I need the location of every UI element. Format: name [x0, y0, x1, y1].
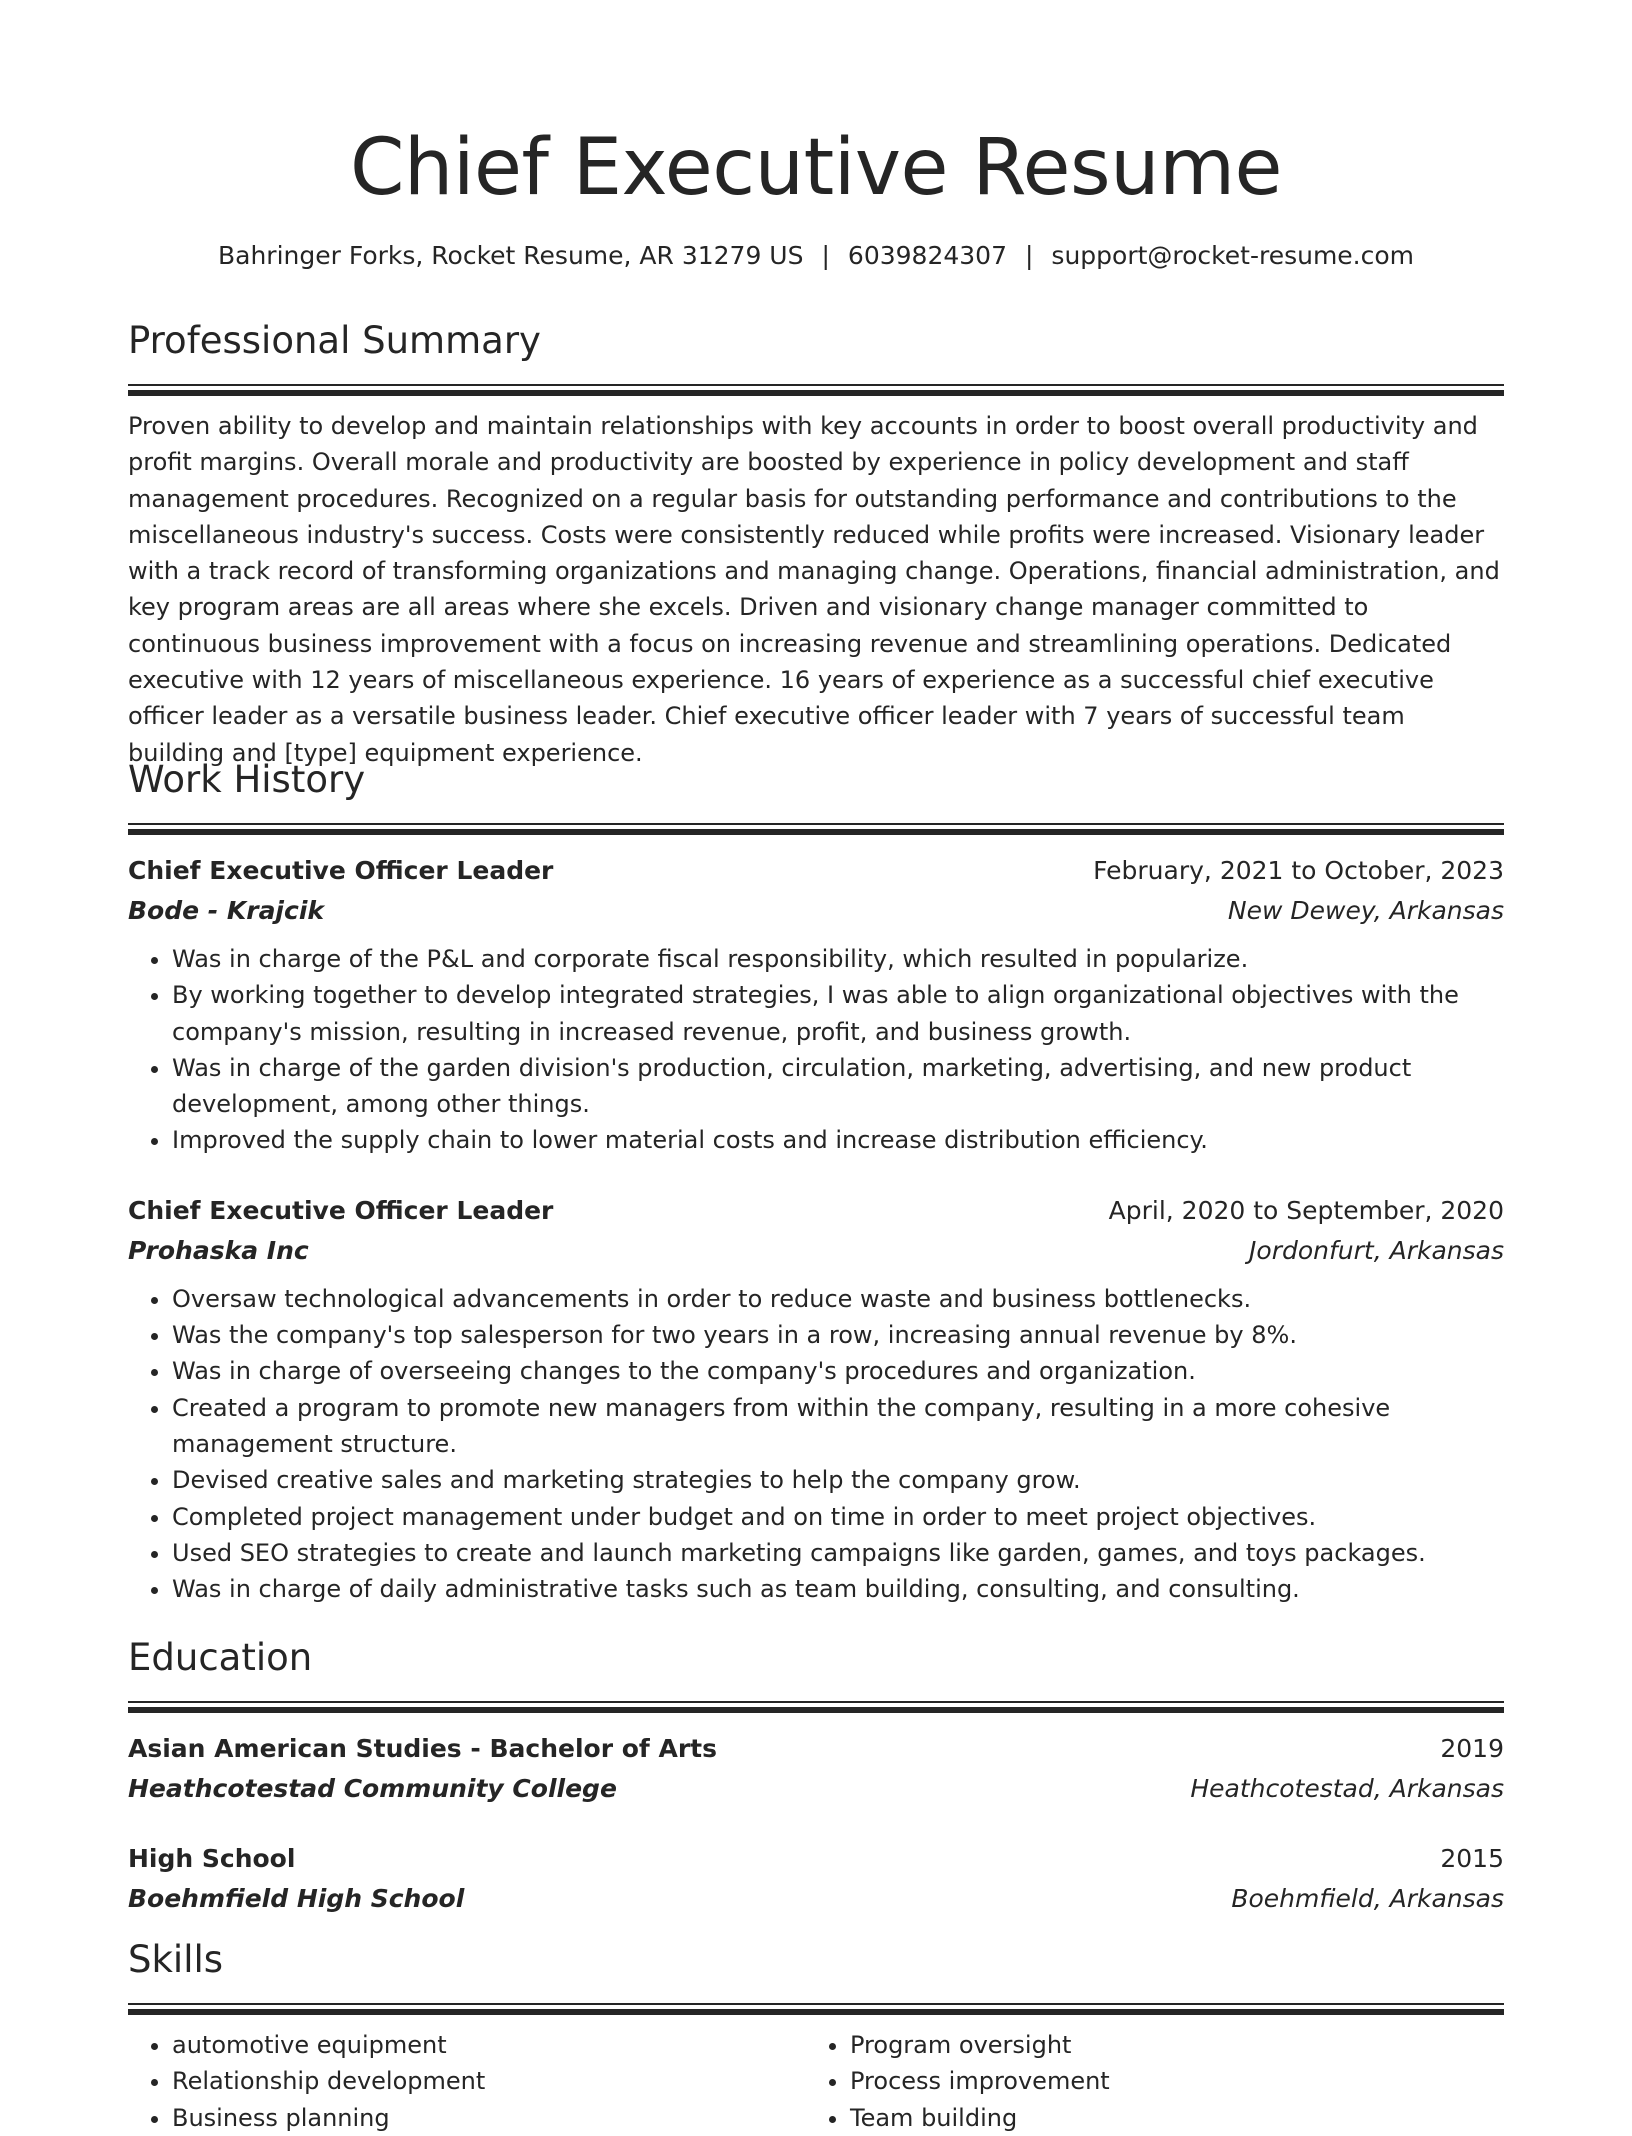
skills-columns	[128, 2017, 1504, 2136]
job-location: New Dewey, Arkansas	[1227, 896, 1504, 925]
education-school: Boehmfield High School	[128, 1884, 465, 1913]
skill-item: • Process improvement	[850, 2063, 1484, 2099]
section-title-education: Education	[128, 1636, 313, 1679]
job-bullet: • Completed project management under budget and on time in order to meet project objectives.	[172, 1499, 1504, 1535]
contact-separator: |	[821, 241, 830, 270]
job-bullet: • Was in charge of overseeing changes to the company's procedures and organization.	[172, 1353, 1504, 1389]
section-title-summary: Professional Summary	[128, 319, 541, 362]
job-header-row	[128, 851, 1504, 891]
education-entry	[128, 1839, 1504, 1919]
skill-item: • Relationship development	[172, 2063, 806, 2099]
job-header-row	[128, 1191, 1504, 1231]
job-bullet: • Oversaw technological advancements in order to reduce waste and business bottlenecks.	[172, 1281, 1504, 1317]
job-bullet: • Improved the supply chain to lower material costs and increase distribution efficiency.	[172, 1122, 1504, 1158]
education-school-row	[128, 1879, 1504, 1919]
section-divider	[128, 2003, 1504, 2015]
job-entry	[128, 851, 1504, 1159]
summary-text: Proven ability to develop and maintain relationships with key accounts in order to boost overall productivity and profit margins. Overall morale and productivity are boosted by experience in policy development and staff management procedures. Recognized on a regular basis for outstanding performance and contributions to the miscellaneous industry's success. Costs were consistently reduced while profits were increased. Visionary leader with a track record of transforming organizations and managing change. Operations, financial administration, and key program areas are all areas where she excels. Driven and visionary change manager committed to continuous business improvement with a focus on increasing revenue and streamlining operations. Dedicated executive with 12 years of miscellaneous experience. 16 years of experience as a successful chief executive officer leader as a versatile business leader. Chief executive officer leader with 7 years of successful team building and [type] equipment experience.	[128, 412, 1500, 767]
resume-title: Chief Executive Resume	[349, 123, 1283, 213]
job-bullet: • Used SEO strategies to create and launch marketing campaigns like garden, games, and toys packages.	[172, 1535, 1504, 1571]
job-bullet: • Was the company's top salesperson for two years in a row, increasing annual revenue by 8%.	[172, 1317, 1504, 1353]
job-bullets	[128, 1281, 1504, 1608]
job-bullet: • Was in charge of daily administrative tasks such as team building, consulting, and consulting.	[172, 1571, 1504, 1607]
skills-list-right	[806, 2027, 1484, 2136]
contact-line	[128, 238, 1504, 274]
job-bullet: • Created a program to promote new managers from within the company, resulting in a more cohesive management structure.	[172, 1390, 1504, 1463]
summary-section	[128, 316, 1504, 771]
contact-phone: 6039824307	[847, 241, 1007, 270]
contact-email: support@rocket-resume.com	[1051, 241, 1415, 270]
job-title: Chief Executive Officer Leader	[128, 856, 554, 885]
skill-item: • Team building	[850, 2100, 1484, 2136]
job-bullet: • Devised creative sales and marketing strategies to help the company grow.	[172, 1462, 1504, 1498]
contact-address: Bahringer Forks, Rocket Resume, AR 31279 US	[217, 241, 804, 270]
skill-item: • Business planning	[172, 2100, 806, 2136]
skill-item: • Program oversight	[850, 2027, 1484, 2063]
job-bullet: • Was in charge of the P&L and corporate fiscal responsibility, which resulted in popularize.	[172, 941, 1504, 977]
job-company: Prohaska Inc	[128, 1235, 309, 1265]
skills-list-left	[128, 2027, 806, 2136]
contact-separator: |	[1024, 241, 1034, 270]
job-company: Bode - Krajcik	[128, 896, 325, 925]
education-header-row	[128, 1729, 1504, 1769]
section-divider	[128, 384, 1504, 396]
education-school: Heathcotestad Community College	[128, 1774, 617, 1803]
job-bullet: • Was in charge of the garden division's production, circulation, marketing, advertising, and new product development, among other things.	[172, 1050, 1504, 1123]
job-entry	[128, 1191, 1504, 1608]
education-section	[128, 1633, 1504, 1919]
section-divider	[128, 1701, 1504, 1713]
education-header-row	[128, 1839, 1504, 1879]
section-divider	[128, 823, 1504, 835]
job-company-row	[128, 891, 1504, 931]
job-company-row	[128, 1231, 1504, 1271]
education-entry	[128, 1729, 1504, 1809]
skills-section	[128, 1935, 1504, 2136]
job-location: Jordonfurt, Arkansas	[1249, 1235, 1504, 1265]
education-location: Boehmfield, Arkansas	[1231, 1884, 1504, 1913]
education-year: 2015	[1440, 1844, 1504, 1873]
education-year: 2019	[1440, 1734, 1504, 1763]
education-location: Heathcotestad, Arkansas	[1190, 1774, 1504, 1803]
work-history-section	[128, 755, 1504, 1607]
job-bullets	[128, 941, 1504, 1159]
section-title-skills: Skills	[128, 1938, 224, 1981]
education-school-row	[128, 1769, 1504, 1809]
skill-item: • automotive equipment	[172, 2027, 806, 2063]
job-dates: April, 2020 to September, 2020	[1108, 1195, 1504, 1225]
job-bullet: • By working together to develop integrated strategies, I was able to align organizational objectives with the company's mission, resulting in increased revenue, profit, and business growth.	[172, 977, 1504, 1050]
job-dates: February, 2021 to October, 2023	[1093, 856, 1504, 885]
education-degree: Asian American Studies - Bachelor of Arts	[128, 1734, 717, 1763]
section-title-work-history: Work History	[128, 758, 366, 801]
education-degree: High School	[128, 1844, 296, 1873]
job-title: Chief Executive Officer Leader	[128, 1195, 554, 1225]
